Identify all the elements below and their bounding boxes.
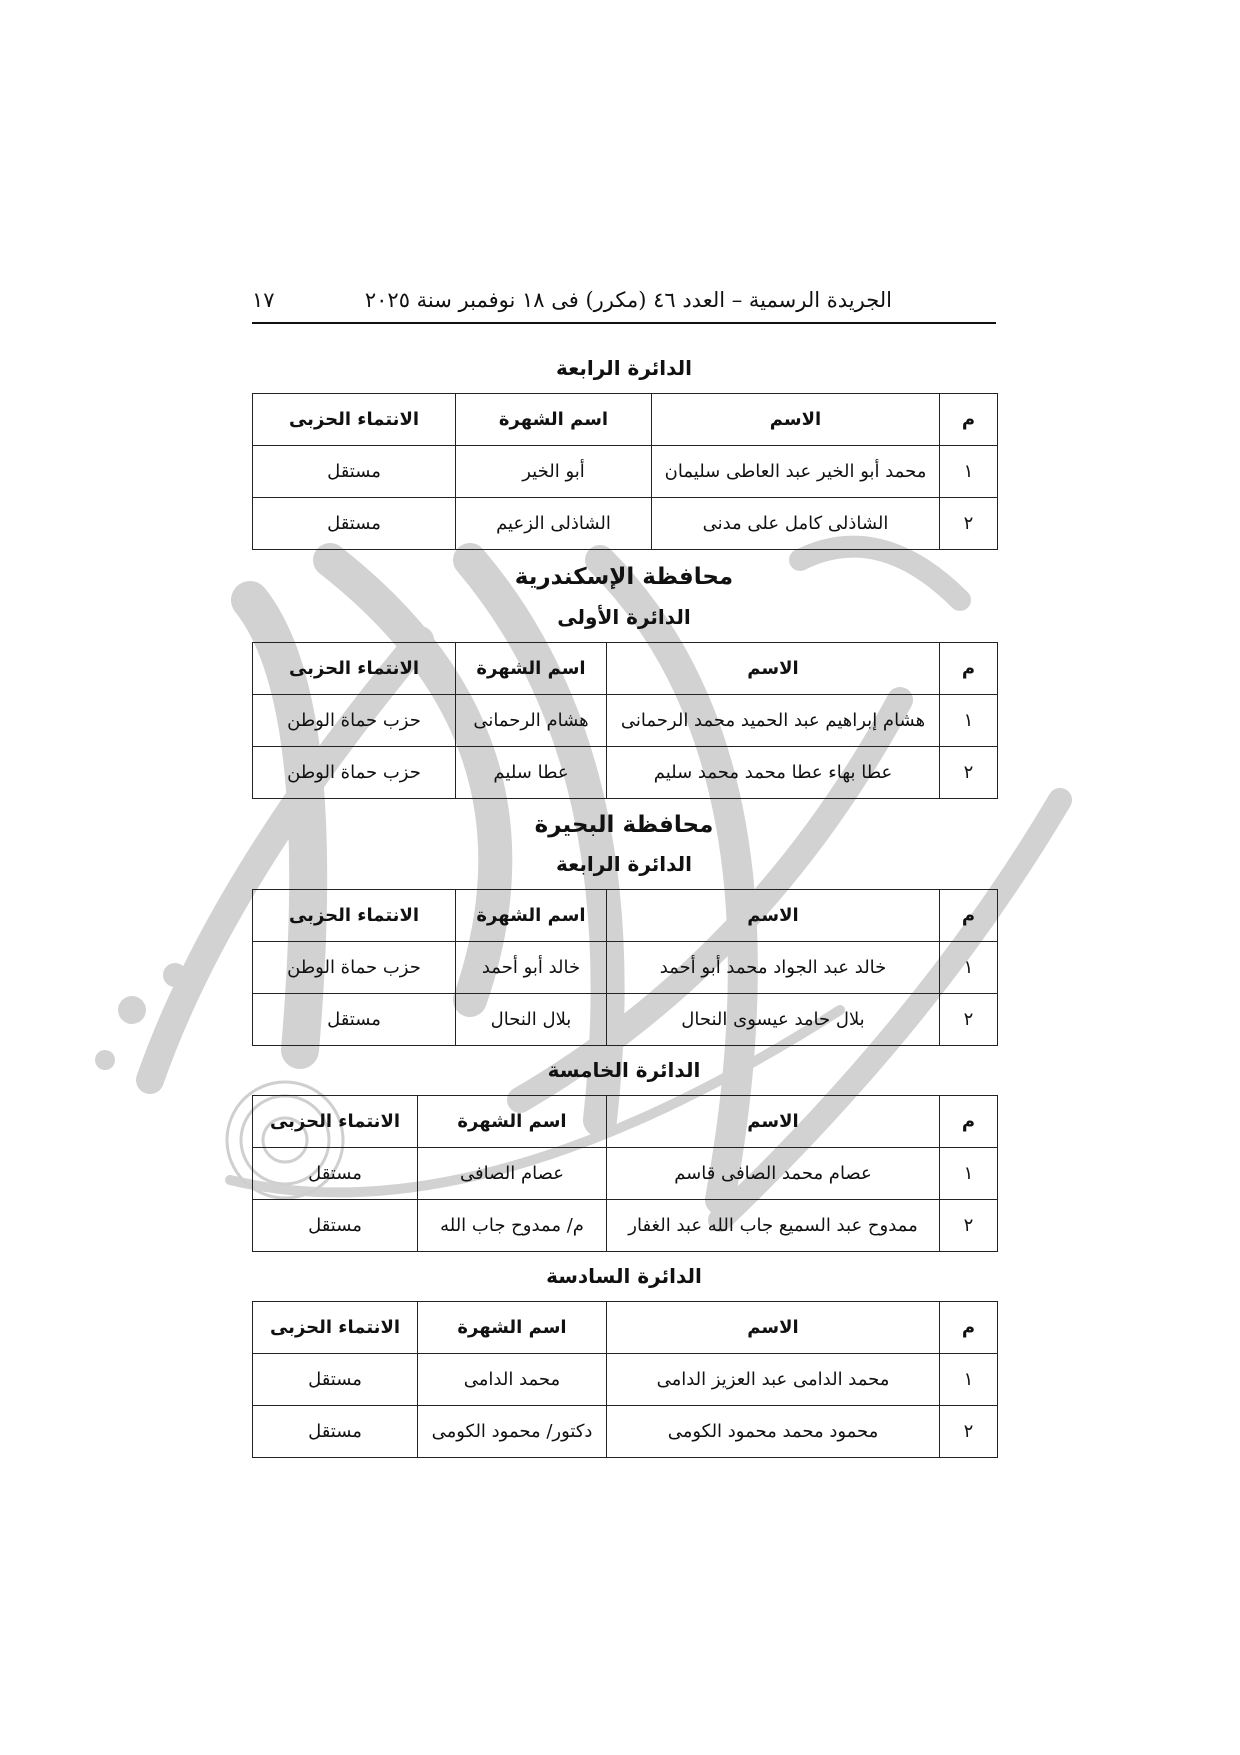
col-header-nickname: اسم الشهرة <box>418 1096 607 1148</box>
governorate-heading: محافظة البحيرة <box>534 812 714 838</box>
table-row <box>253 747 998 799</box>
col-header-name: الاسم <box>652 394 940 446</box>
cell-name: بلال حامد عيسوى النحال <box>607 994 940 1046</box>
col-header-name: الاسم <box>607 643 940 695</box>
col-header-nickname: اسم الشهرة <box>456 643 607 695</box>
candidates-table <box>252 1095 998 1252</box>
cell-num: ٢ <box>940 994 998 1046</box>
candidates-table <box>252 889 998 1046</box>
col-header-party: الانتماء الحزبى <box>253 643 456 695</box>
col-header-nickname: اسم الشهرة <box>456 394 652 446</box>
cell-party: مستقل <box>253 1200 418 1252</box>
cell-party: مستقل <box>253 1148 418 1200</box>
cell-party: حزب حماة الوطن <box>253 695 456 747</box>
district-heading: الدائرة الأولى <box>557 605 691 629</box>
cell-num: ١ <box>940 1148 998 1200</box>
table-row <box>253 1148 998 1200</box>
col-header-party: الانتماء الحزبى <box>253 1302 418 1354</box>
district-heading: الدائرة الخامسة <box>547 1058 701 1082</box>
cell-name: عصام محمد الصافى قاسم <box>607 1148 940 1200</box>
candidates-table <box>252 393 998 550</box>
col-header-name: الاسم <box>607 890 940 942</box>
cell-name: ممدوح عبد السميع جاب الله عبد الغفار <box>607 1200 940 1252</box>
table-header-row <box>253 1302 998 1354</box>
cell-name: عطا بهاء عطا محمد محمد سليم <box>607 747 940 799</box>
cell-num: ١ <box>940 446 998 498</box>
cell-name: الشاذلى كامل على مدنى <box>652 498 940 550</box>
cell-party: حزب حماة الوطن <box>253 747 456 799</box>
cell-nickname: خالد أبو أحمد <box>456 942 607 994</box>
cell-nickname: محمد الدامى <box>418 1354 607 1406</box>
cell-num: ٢ <box>940 747 998 799</box>
district-heading: الدائرة الرابعة <box>555 356 693 380</box>
col-header-num: م <box>940 643 998 695</box>
cell-nickname: هشام الرحمانى <box>456 695 607 747</box>
cell-num: ٢ <box>940 1200 998 1252</box>
col-header-party: الانتماء الحزبى <box>253 394 456 446</box>
cell-nickname: دكتور/ محمود الكومى <box>418 1406 607 1458</box>
cell-nickname: عطا سليم <box>456 747 607 799</box>
cell-nickname: الشاذلى الزعيم <box>456 498 652 550</box>
district-heading: الدائرة السادسة <box>546 1264 702 1288</box>
col-header-party: الانتماء الحزبى <box>253 1096 418 1148</box>
governorate-heading: محافظة الإسكندرية <box>514 564 734 590</box>
cell-name: محمد أبو الخير عبد العاطى سليمان <box>652 446 940 498</box>
cell-name: هشام إبراهيم عبد الحميد محمد الرحمانى <box>607 695 940 747</box>
cell-nickname: أبو الخير <box>456 446 652 498</box>
cell-num: ١ <box>940 1354 998 1406</box>
cell-party: حزب حماة الوطن <box>253 942 456 994</box>
cell-nickname: م/ ممدوح جاب الله <box>418 1200 607 1252</box>
table-row <box>253 942 998 994</box>
col-header-party: الانتماء الحزبى <box>253 890 456 942</box>
cell-party: مستقل <box>253 1406 418 1458</box>
table-row <box>253 1200 998 1252</box>
cell-num: ١ <box>940 695 998 747</box>
cell-nickname: بلال النحال <box>456 994 607 1046</box>
table-row <box>253 1406 998 1458</box>
cell-nickname: عصام الصافى <box>418 1148 607 1200</box>
cell-num: ٢ <box>940 1406 998 1458</box>
table-row <box>253 498 998 550</box>
cell-name: خالد عبد الجواد محمد أبو أحمد <box>607 942 940 994</box>
table-row <box>253 695 998 747</box>
col-header-num: م <box>940 394 998 446</box>
candidates-table <box>252 642 998 799</box>
table-row <box>253 446 998 498</box>
cell-party: مستقل <box>253 446 456 498</box>
cell-party: مستقل <box>253 994 456 1046</box>
page-header <box>252 282 996 324</box>
cell-party: مستقل <box>253 498 456 550</box>
col-header-name: الاسم <box>607 1302 940 1354</box>
cell-num: ٢ <box>940 498 998 550</box>
col-header-name: الاسم <box>607 1096 940 1148</box>
table-row <box>253 1354 998 1406</box>
table-header-row <box>253 890 998 942</box>
col-header-nickname: اسم الشهرة <box>418 1302 607 1354</box>
district-heading: الدائرة الرابعة <box>555 852 693 876</box>
candidates-table <box>252 1301 998 1458</box>
table-header-row <box>253 394 998 446</box>
col-header-num: م <box>940 1096 998 1148</box>
cell-num: ١ <box>940 942 998 994</box>
page-number: ١٧ <box>252 288 275 312</box>
col-header-num: م <box>940 1302 998 1354</box>
col-header-num: م <box>940 890 998 942</box>
gazette-title: الجريدة الرسمية – العدد ٤٦ (مكرر) فى ١٨ نوفمبر سنة ٢٠٢٥ <box>364 288 892 312</box>
cell-party: مستقل <box>253 1354 418 1406</box>
col-header-nickname: اسم الشهرة <box>456 890 607 942</box>
cell-name: محمد الدامى عبد العزيز الدامى <box>607 1354 940 1406</box>
table-header-row <box>253 1096 998 1148</box>
table-header-row <box>253 643 998 695</box>
cell-name: محمود محمد محمود الكومى <box>607 1406 940 1458</box>
table-row <box>253 994 998 1046</box>
